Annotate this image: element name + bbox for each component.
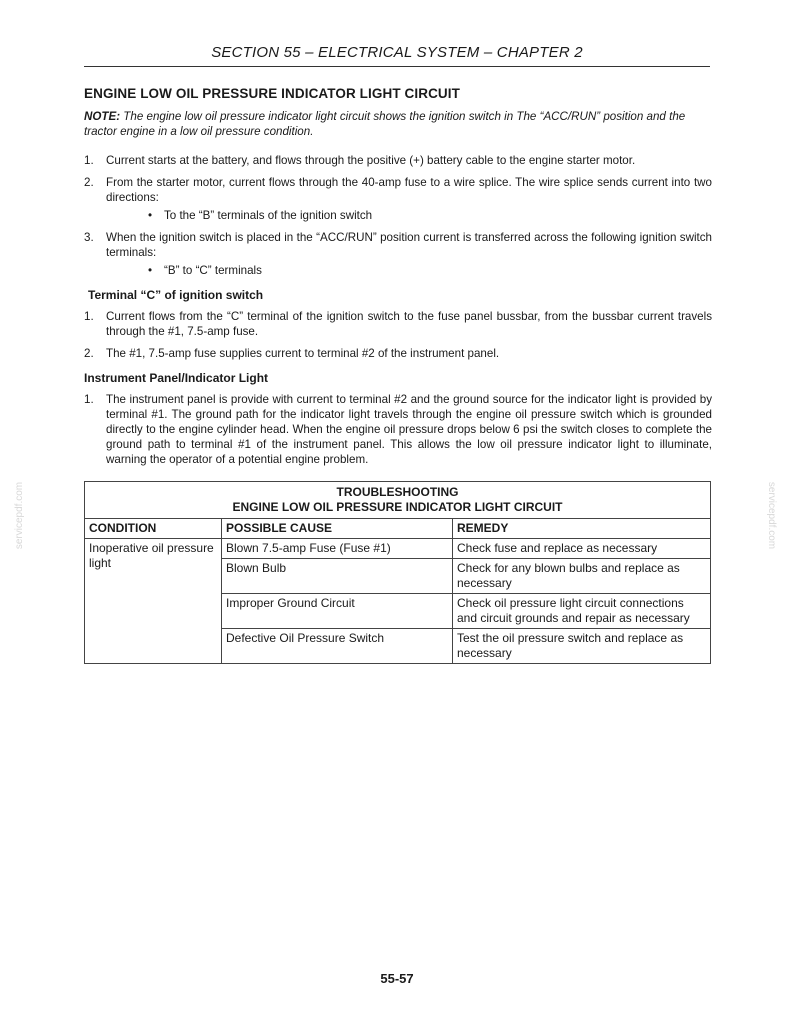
page-title: ENGINE LOW OIL PRESSURE INDICATOR LIGHT CIRCUIT bbox=[84, 86, 460, 101]
step-number: 2. bbox=[84, 176, 94, 189]
bullet-item bbox=[106, 208, 712, 223]
table-header-row bbox=[85, 519, 711, 539]
column-header-condition: CONDITION bbox=[85, 519, 222, 539]
remedy-cell: Check for any blown bulbs and replace as necessary bbox=[453, 559, 711, 594]
step-text: When the ignition switch is placed in the “ACC/RUN” position current is transferred across the following ignition switch terminals: bbox=[106, 231, 712, 259]
list-item bbox=[84, 153, 712, 168]
step-number: 2. bbox=[84, 347, 94, 360]
condition-cell: Inoperative oil pressure light bbox=[85, 539, 222, 664]
page-number: 55-57 bbox=[380, 971, 414, 986]
cause-cell: Defective Oil Pressure Switch bbox=[222, 629, 453, 664]
header-rule bbox=[84, 66, 710, 67]
terminal-c-steps-list bbox=[84, 309, 712, 361]
section-header: SECTION 55 – ELECTRICAL SYSTEM – CHAPTER 2 bbox=[211, 44, 583, 61]
bullet-text: To the “B” terminals of the ignition switch bbox=[164, 209, 373, 222]
step-number: 1. bbox=[84, 310, 94, 323]
table-title-line-1: TROUBLESHOOTING bbox=[336, 485, 459, 499]
step-text: The #1, 7.5-amp fuse supplies current to terminal #2 of the instrument panel. bbox=[106, 347, 500, 360]
watermark-left: servicepdf.com bbox=[14, 481, 26, 550]
step-number: 3. bbox=[84, 231, 94, 244]
step-text: Current flows from the “C” terminal of the ignition switch to the fuse panel bussbar, from the bussbar current travels through the #1, 7.5-amp fuse. bbox=[106, 310, 712, 338]
cause-cell: Blown Bulb bbox=[222, 559, 453, 594]
note-label: NOTE: bbox=[84, 110, 121, 123]
troubleshooting-table bbox=[84, 481, 711, 664]
bullet-dot: • bbox=[148, 209, 153, 222]
list-item bbox=[84, 309, 712, 339]
instrument-panel-steps-list bbox=[84, 392, 712, 467]
bullet-dot: • bbox=[148, 264, 153, 277]
table-title-row bbox=[85, 482, 711, 519]
column-header-cause: POSSIBLE CAUSE bbox=[222, 519, 453, 539]
table-row bbox=[85, 539, 711, 559]
note bbox=[84, 109, 712, 139]
terminal-c-heading: Terminal “C” of ignition switch bbox=[88, 288, 264, 302]
table-title-line-2: ENGINE LOW OIL PRESSURE INDICATOR LIGHT CIRCUIT bbox=[232, 500, 563, 514]
step-text: Current starts at the battery, and flows through the positive (+) battery cable to the engine starter motor. bbox=[106, 154, 636, 167]
cause-cell: Improper Ground Circuit bbox=[222, 594, 453, 629]
remedy-cell: Test the oil pressure switch and replace as necessary bbox=[453, 629, 711, 664]
remedy-cell: Check oil pressure light circuit connections and circuit grounds and repair as necessary bbox=[453, 594, 711, 629]
cause-cell: Blown 7.5-amp Fuse (Fuse #1) bbox=[222, 539, 453, 559]
column-header-remedy: REMEDY bbox=[453, 519, 711, 539]
step-number: 1. bbox=[84, 393, 94, 406]
bullet-item bbox=[106, 263, 712, 278]
note-text: The engine low oil pressure indicator light circuit shows the ignition switch in The “ACC/RUN” position and the tractor engine in a low oil pressure condition. bbox=[84, 110, 686, 138]
page-content bbox=[84, 86, 712, 664]
list-item bbox=[84, 175, 712, 223]
watermark-right: servicepdf.com bbox=[766, 481, 778, 550]
list-item bbox=[84, 346, 712, 361]
step-text: From the starter motor, current flows through the 40-amp fuse to a wire splice. The wire splice sends current into two directions: bbox=[106, 176, 712, 204]
remedy-cell: Check fuse and replace as necessary bbox=[453, 539, 711, 559]
instrument-panel-heading: Instrument Panel/Indicator Light bbox=[84, 371, 269, 385]
table-title bbox=[85, 482, 711, 519]
battery-steps-list bbox=[84, 153, 712, 278]
list-item bbox=[84, 230, 712, 278]
bullet-text: “B” to “C” terminals bbox=[164, 264, 262, 277]
list-item bbox=[84, 392, 712, 467]
step-text: The instrument panel is provide with current to terminal #2 and the ground source for the indicator light is provided by terminal #1. The ground path for the indicator light travels through the engine oil pressure switch which is grounded directly to the engine cylinder head. When the engine oil pressure drops below 6 psi the switch closes to complete the ground path to terminal #1 of the instrument panel. This allows the low oil pressure indicator light to illuminate, warning the operator of a potential engine problem. bbox=[106, 393, 712, 466]
step-number: 1. bbox=[84, 154, 94, 167]
